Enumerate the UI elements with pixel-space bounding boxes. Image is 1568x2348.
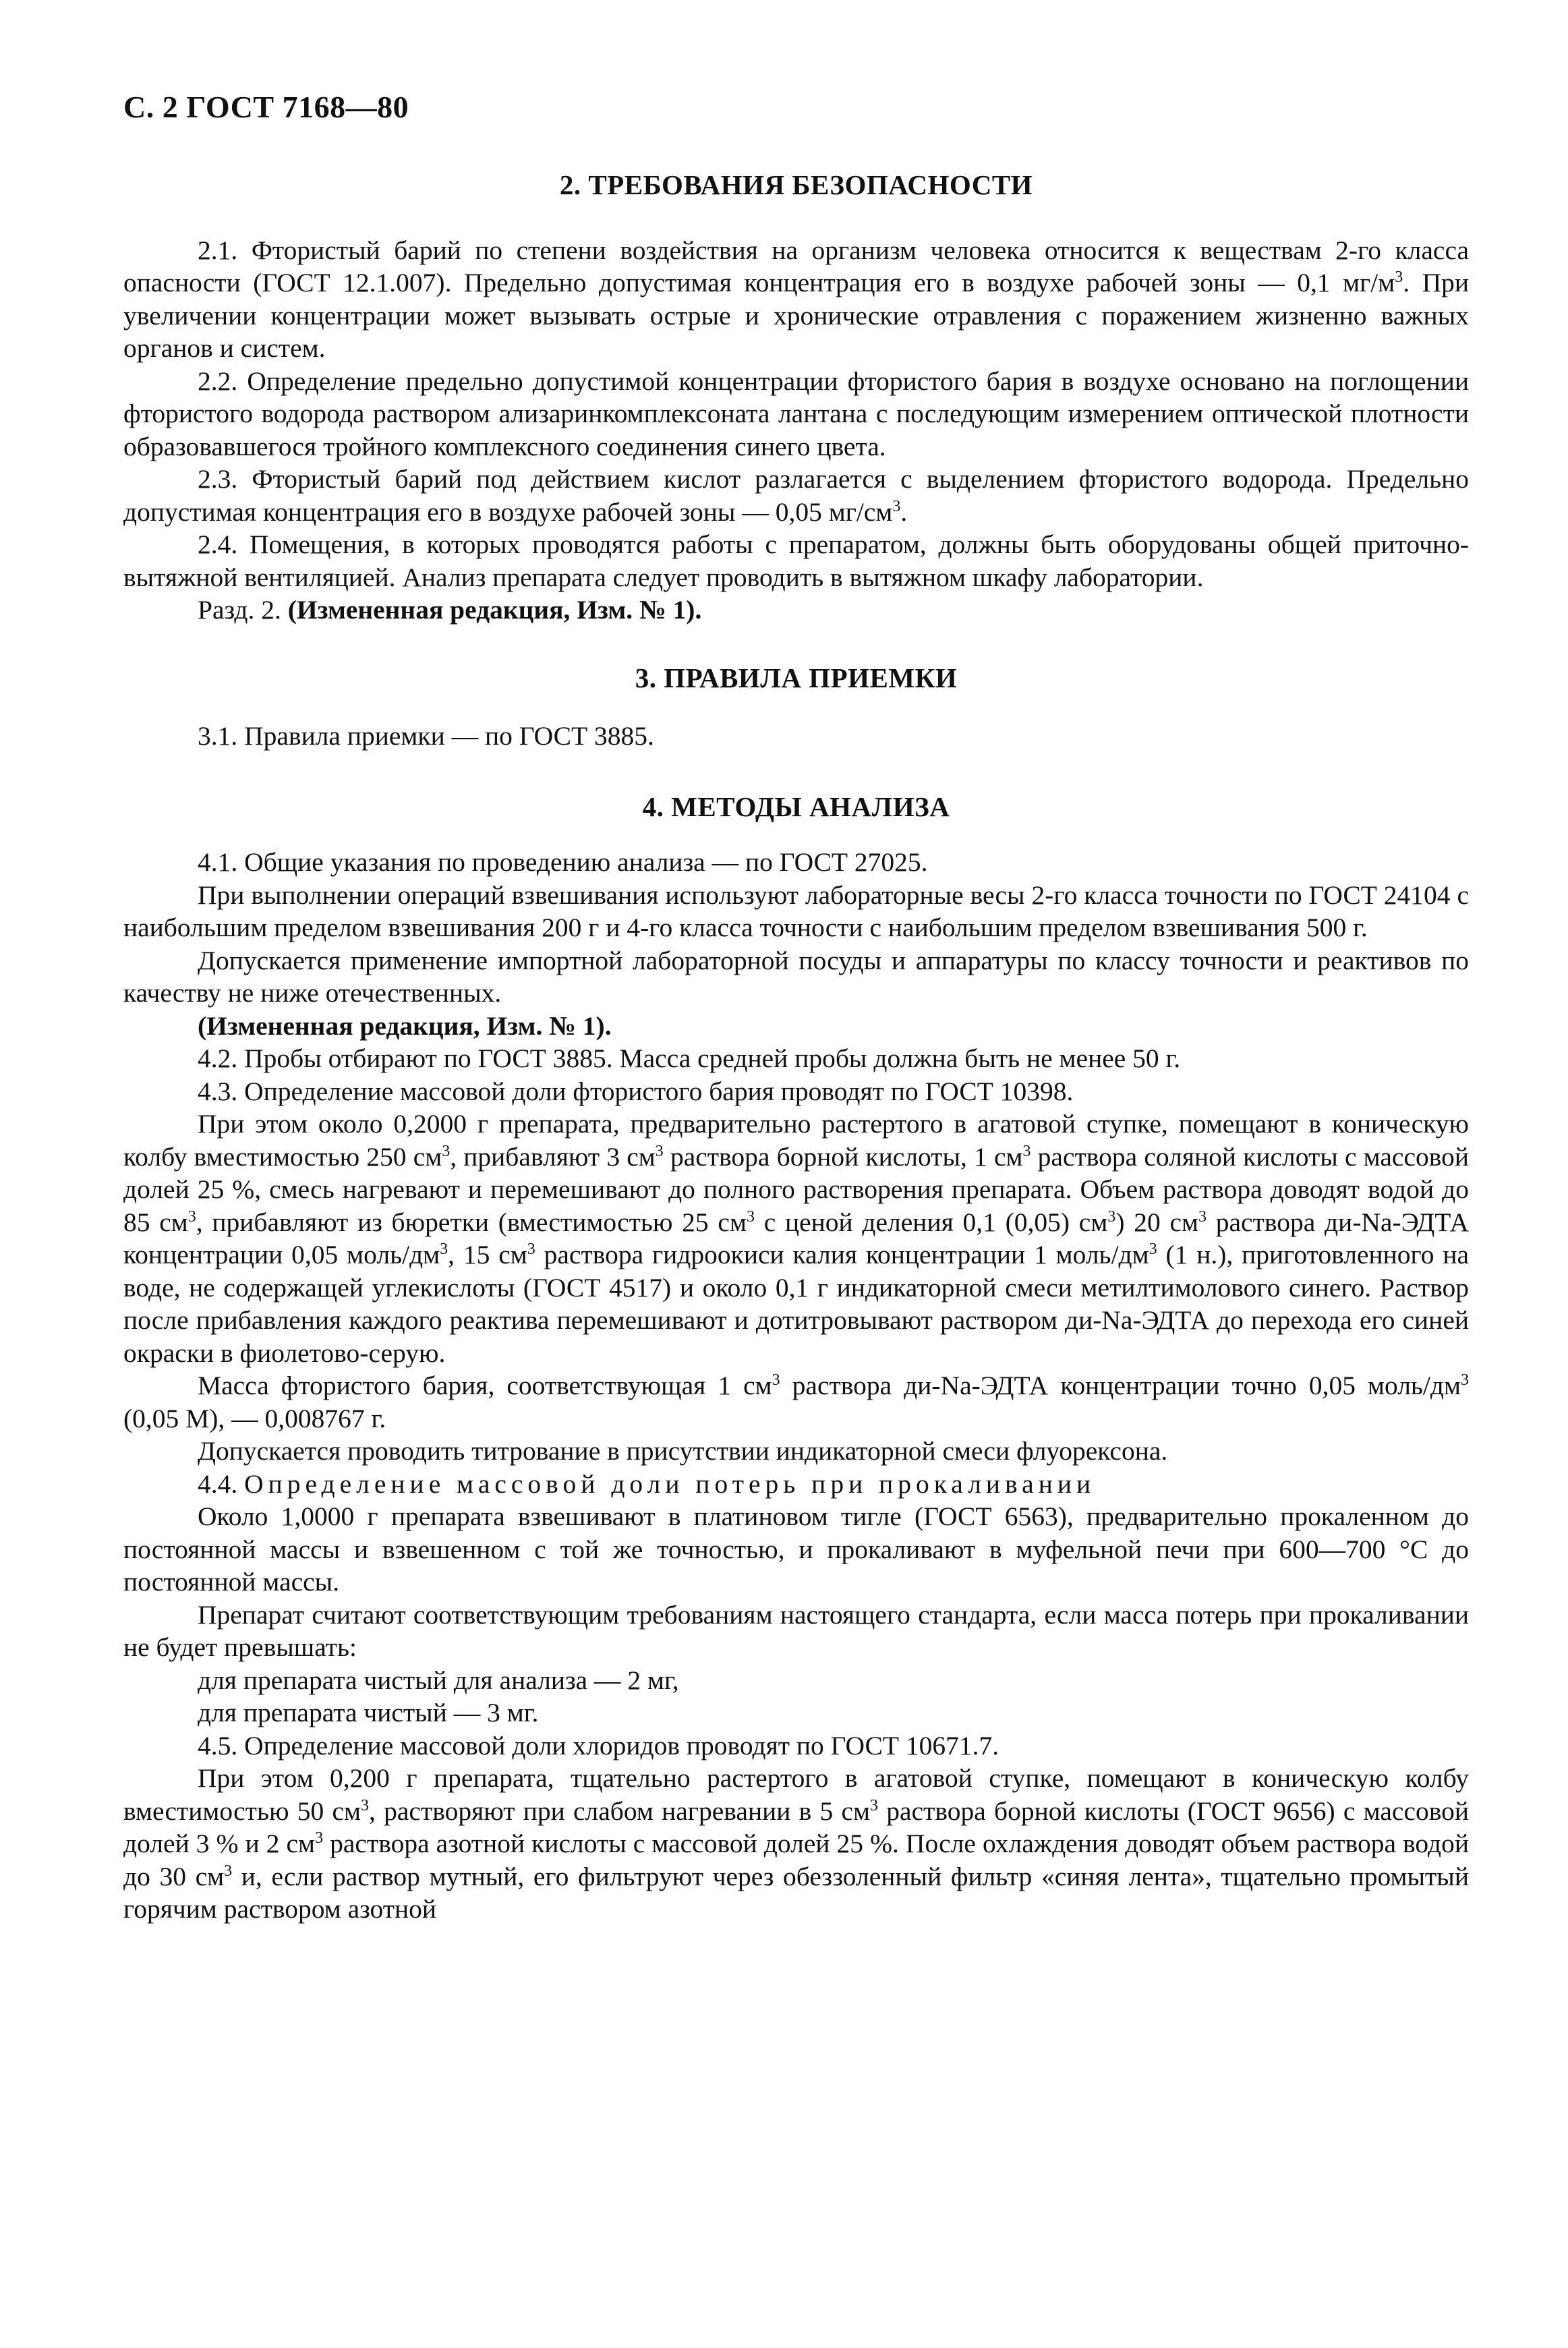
- paragraph-4-2: 4.2. Пробы отбирают по ГОСТ 3885. Масса средней пробы должна быть не менее 50 г.: [198, 1043, 1181, 1073]
- paragraph-4-5: 4.5. Определение массовой доли хлоридов проводят по ГОСТ 10671.7.: [198, 1730, 999, 1760]
- paragraph-2-3: 2.3. Фтористый барий под действием кислот разлагается с выделением фтористого водорода. Предельно допустимая концентрация его в воздухе рабочей зоны — 0,05 $мг/см^3$.: [123, 464, 1469, 527]
- document-body: [123, 169, 1469, 1926]
- paragraph-3-1: 3.1. Правила приемки — по ГОСТ 3885.: [198, 721, 654, 751]
- section-2-amendment-note: Разд. 2. (Измененная редакция, Изм. № 1).: [198, 595, 702, 625]
- paragraph-4-4-procedure: Около 1,0000 г препарата взвешивают в платиновом тигле (ГОСТ 6563), предварительно прокаленном до постоянной массы и взвешенном с той же точностью, и прокаливают в муфельной печи при 600—700 °С до постоянной массы.: [123, 1501, 1469, 1597]
- paragraph-4-4-heading: 4.4. Определение массовой доли потерь при прокаливании: [198, 1468, 1096, 1499]
- page-header: С. 2 ГОСТ 7168—80: [123, 90, 409, 124]
- paragraph-2-4: 2.4. Помещения, в которых проводятся работы с препаратом, должны быть оборудованы общей приточно-вытяжной вентиляцией. Анализ препарата следует проводить в вытяжном шкафу лаборатории.: [123, 529, 1469, 592]
- paragraph-4-1-imports: Допускается применение импортной лабораторной посуды и аппаратуры по классу точности и реактивов по качеству не ниже отечественных.: [123, 945, 1469, 1008]
- section-4-title: 4. МЕТОДЫ АНАЛИЗА: [642, 791, 950, 822]
- paragraph-4-3-fluorexon: Допускается проводить титрование в присутствии индикаторной смеси флуорексона.: [198, 1436, 1168, 1466]
- section-3-title: 3. ПРАВИЛА ПРИЕМКИ: [635, 662, 958, 693]
- paragraph-4-5-procedure: При этом 0,200 г препарата, тщательно растертого в агатовой ступке, помещают в коническую колбу вместимостью 50 $см^3$, растворяют при слабом нагревании в 5 $см^3$ раствора борной кислоты (ГОСТ 9656) с массовой долей 3 % и 2 $см^3$ раствора азотной кислоты с массовой долей 25 %. После охлаждения доводят объем раствора водой до 30 $см^3$ и, если раствор мутный, его фильтруют через обеззоленный фильтр «синяя лента», тщательно промытый горячим раствором азотной: [123, 1763, 1470, 1924]
- paragraph-4-3-mass: Масса фтористого бария, соответствующая 1 $см^3$ раствора ди-Na-ЭДТА концентрации точно 0,05 моль/$дм^3$ (0,05 М), — 0,008767 г.: [123, 1371, 1469, 1433]
- paragraph-2-1: 2.1. Фтористый барий по степени воздействия на организм человека относится к веществам 2-го класса опасности (ГОСТ 12.1.007). Предельно допустимая концентрация его в воздухе рабочей зоны — 0,1 $мг/м^3$. При увеличении концентрации может вызывать острые и хронические отравления с поражением жизненно важных органов и систем.: [123, 235, 1469, 363]
- list-item-analysis-grade: для препарата чистый для анализа — 2 мг,: [198, 1665, 679, 1695]
- paragraph-4-3: 4.3. Определение массовой доли фтористого бария проводят по ГОСТ 10398.: [198, 1076, 1074, 1106]
- paragraph-4-1-amendment-note: (Измененная редакция, Изм. № 1).: [198, 1010, 612, 1041]
- section-2-title: 2. ТРЕБОВАНИЯ БЕЗОПАСНОСТИ: [559, 169, 1033, 200]
- paragraph-4-4-criteria: Препарат считают соответствующим требованиям настоящего стандарта, если масса потерь при прокаливании не будет превышать:: [123, 1599, 1469, 1662]
- list-item-pure-grade: для препарата чистый — 3 мг.: [198, 1698, 539, 1727]
- paragraph-4-1-weighing: При выполнении операций взвешивания используют лабораторные весы 2-го класса точности по ГОСТ 24104 с наибольшим пределом взвешивания 200 г и 4-го класса точности с наибольшим пределом взвешивания 500 г.: [123, 880, 1469, 942]
- paragraph-2-2: 2.2. Определение предельно допустимой концентрации фтористого бария в воздухе основано на поглощении фтористого водорода раствором ализаринкомплексоната лантана с последующим измерением оптической плотности образовавшегося тройного комплексного соединения синего цвета.: [123, 366, 1469, 461]
- paragraph-4-3-procedure: При этом около 0,2000 г препарата, предварительно растертого в агатовой ступке, помещают в коническую колбу вместимостью 250 $см^3$, прибавляют 3 $см^3$ раствора борной кислоты, 1 $см^3$ раствора соляной кислоты с массовой долей 25 %, смесь нагревают и перемешивают до полного растворения препарата. Объем раствора доводят водой до 85 $см^3$, прибавляют из бюретки (вместимостью 25 $см^3$ с ценой деления 0,1 (0,05) $см^3$) 20 $см^3$ раствора ди-Na-ЭДТА концентрации 0,05 моль/$дм^3$, 15 $см^3$ раствора гидроокиси калия концентрации 1 моль/$дм^3$ (1 н.), приготовленного на воде, не содержащей углекислоты (ГОСТ 4517) и около 0,1 г индикаторной смеси метилтимолового синего. Раствор после прибавления каждого реактива перемешивают и дотитровывают раствором ди-Na-ЭДТА до перехода его синей окраски в фиолетово-серую.: [123, 1109, 1470, 1368]
- paragraph-4-1: 4.1. Общие указания по проведению анализа — по ГОСТ 27025.: [198, 847, 928, 877]
